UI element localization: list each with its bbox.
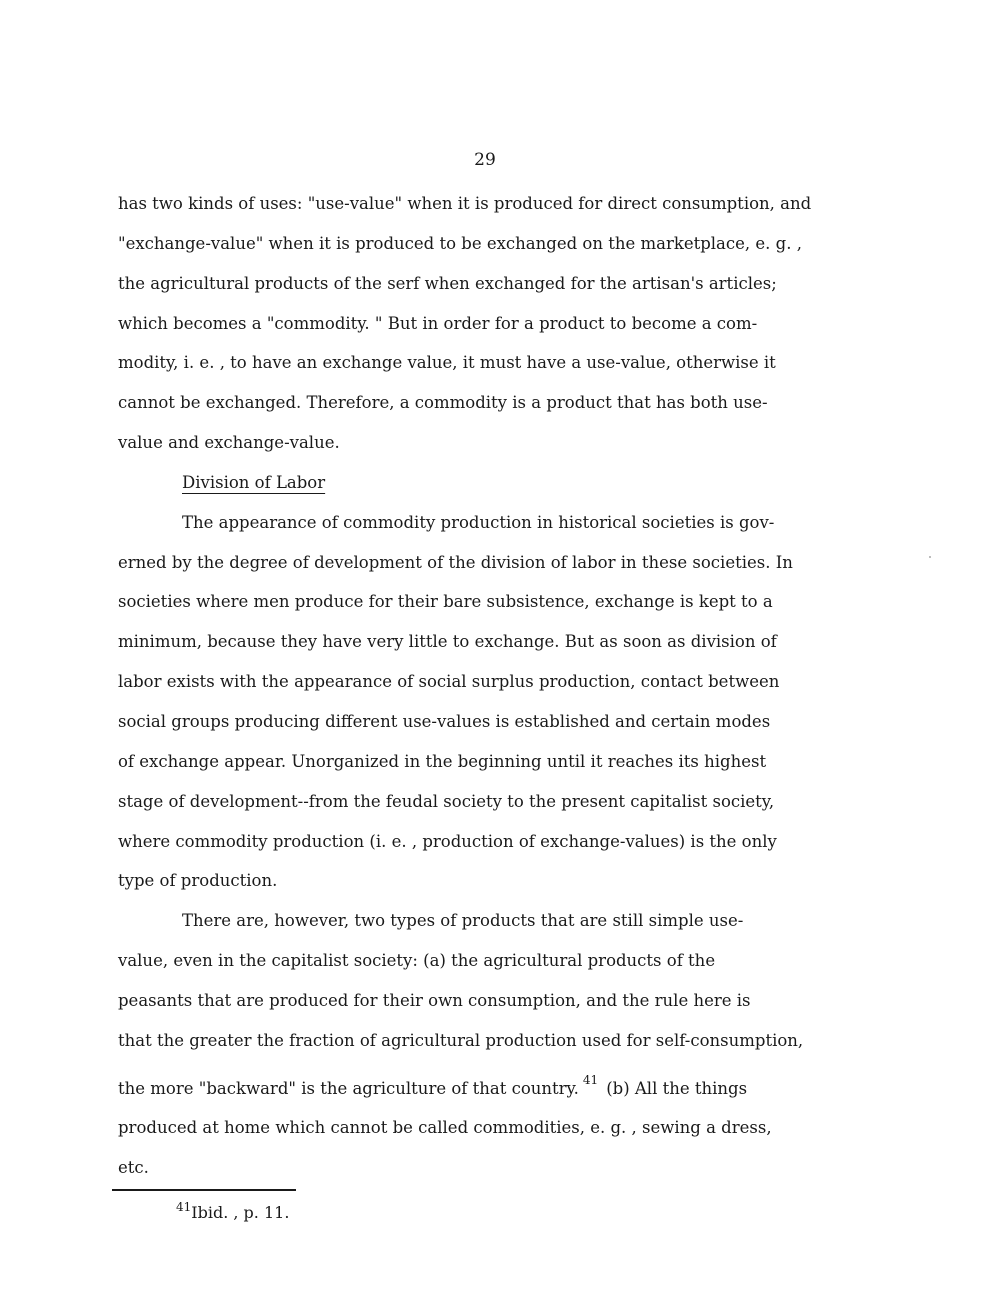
paragraph-3-line-4: that the greater the fraction of agricultural production used for self-consumption, [118,1030,804,1050]
paragraph-2-line-10: type of production. [118,871,278,891]
paragraph-2-line-6: social groups producing different use-values is established and certain modes [118,711,771,731]
paragraph-1-line-4: which becomes a "commodity. " But in order for a product to become a com- [118,313,758,333]
footnote-divider [112,1189,296,1191]
paragraph-1-line-3: the agricultural products of the serf when exchanged for the artisan's articles; [118,273,777,293]
body-text [118,184,880,1188]
paragraph-2-line-7: of exchange appear. Unorganized in the beginning until it reaches its highest [118,751,767,771]
paragraph-2-line-2: erned by the degree of development of the division of labor in these societies. In [118,552,793,572]
paragraph-2-line-3: societies where men produce for their bare subsistence, exchange is kept to a [118,592,773,612]
footnote [176,1200,289,1222]
paragraph-3-line-2: value, even in the capitalist society: (a) the agricultural products of the [118,951,716,971]
paragraph-2-line-4: minimum, because they have very little to exchange. But as soon as division of [118,632,777,652]
paragraph-1-line-5: modity, i. e. , to have an exchange value, it must have a use-value, otherwise it [118,353,776,373]
paragraph-1-line-1: has two kinds of uses: "use-value" when it is produced for direct consumption, and [118,194,812,213]
section-heading-text: Division of Labor [182,472,326,492]
paragraph-1-line-7: value and exchange-value. [118,433,340,453]
stray-scan-mark [929,556,931,558]
paragraph-2-line-5: labor exists with the appearance of social surplus production, contact between [118,672,780,692]
footnote-text: Ibid. , p. 11. [191,1203,290,1222]
paragraph-2-line-9: where commodity production (i. e. , production of exchange-values) is the only [118,831,777,851]
paragraph-3-line-5 [118,1061,880,1109]
paragraph-3-line-1: There are, however, two types of products that are still simple use- [182,911,744,931]
paragraph-3-line-5-end: (b) All the things [606,1078,748,1098]
paragraph-3-line-7: etc. [118,1158,149,1178]
section-heading [118,463,880,503]
paragraph-2-line-8: stage of development--from the feudal society to the present capitalist society, [118,791,775,811]
paragraph-2-line-1: The appearance of commodity production in historical societies is gov- [182,512,775,532]
paragraph-3-line-6: produced at home which cannot be called commodities, e. g. , sewing a dress, [118,1118,772,1138]
footnote-number: 41 [176,1200,192,1214]
paragraph-1-line-2: "exchange-value" when it is produced to be exchanged on the marketplace, e. g. , [118,233,802,253]
paragraph-3-line-3: peasants that are produced for their own consumption, and the rule here is [118,990,751,1010]
paragraph-1-line-6: cannot be exchanged. Therefore, a commodity is a product that has both use- [118,393,768,413]
footnote-reference: 41 [582,1072,599,1087]
paragraph-3-line-5-start: the more "backward" is the agriculture of that country. [118,1078,579,1098]
page-number: 29 [474,150,496,170]
